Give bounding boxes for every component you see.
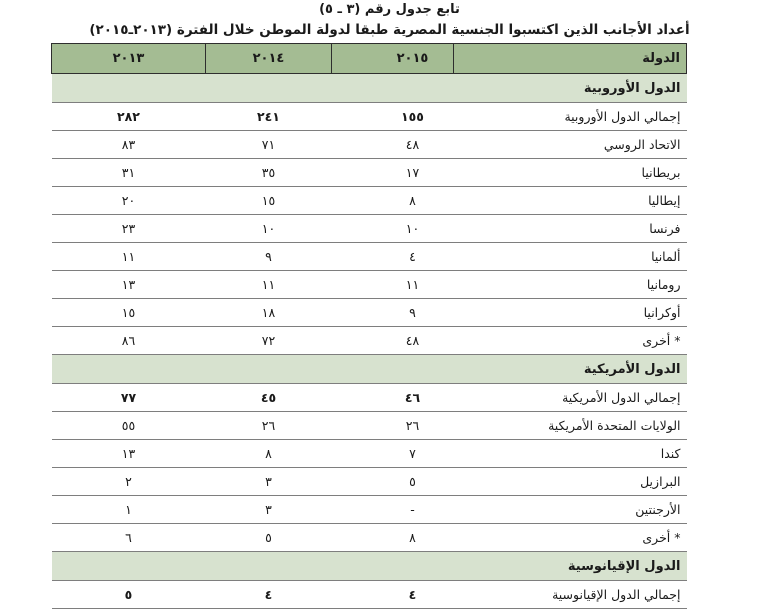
country-cell: إيطاليا xyxy=(454,187,687,215)
value-2015-cell: ٤٨ xyxy=(332,327,454,355)
country-cell: الاتحاد الروسي xyxy=(454,131,687,159)
column-header-2013: ٢٠١٣ xyxy=(52,44,206,74)
value-2013-cell: ٢٣ xyxy=(52,215,206,243)
table-continuation-label xyxy=(0,2,779,17)
section-header-row xyxy=(52,74,687,103)
value-2013-cell: ١١ xyxy=(52,243,206,271)
country-cell: ألمانيا xyxy=(454,243,687,271)
table-row xyxy=(52,187,687,215)
value-2015-cell: ١٥٥ xyxy=(332,103,454,131)
section-title: الدول الإقيانوسية xyxy=(52,552,687,581)
value-2015-cell: ١٠ xyxy=(332,215,454,243)
value-2015-cell: ١١ xyxy=(332,271,454,299)
table-row xyxy=(52,215,687,243)
value-2013-cell: ١٣ xyxy=(52,271,206,299)
total-row xyxy=(52,103,687,131)
value-2014-cell: ٣ xyxy=(206,496,332,524)
value-2013-cell: ٥٥ xyxy=(52,412,206,440)
value-2013-cell: ٣١ xyxy=(52,159,206,187)
country-cell: إجمالي الدول الإقيانوسية xyxy=(454,581,687,609)
value-2013-cell: ١ xyxy=(52,496,206,524)
value-2013-cell: ١٥ xyxy=(52,299,206,327)
table-row xyxy=(52,299,687,327)
value-2015-cell: ٧ xyxy=(332,440,454,468)
value-2014-cell: ٢٦ xyxy=(206,412,332,440)
value-2013-cell: ١٣ xyxy=(52,440,206,468)
value-2015-cell: ٤ xyxy=(332,581,454,609)
total-row xyxy=(52,384,687,412)
naturalization-table xyxy=(51,43,687,609)
table-header-row xyxy=(52,44,687,74)
value-2015-cell: ٩ xyxy=(332,299,454,327)
table-row xyxy=(52,327,687,355)
table-row xyxy=(52,440,687,468)
value-2013-cell: ٦ xyxy=(52,524,206,552)
value-2015-cell: ٤٨ xyxy=(332,131,454,159)
continuation-text: تابع جدول رقم (٣ ـ ٥) xyxy=(319,2,460,17)
country-cell: * أخرى xyxy=(454,524,687,552)
value-2014-cell: ١٥ xyxy=(206,187,332,215)
country-cell: الأرجنتين xyxy=(454,496,687,524)
value-2014-cell: ٨ xyxy=(206,440,332,468)
value-2014-cell: ١١ xyxy=(206,271,332,299)
value-2014-cell: ١٠ xyxy=(206,215,332,243)
value-2014-cell: ٤٥ xyxy=(206,384,332,412)
value-2014-cell: ٩ xyxy=(206,243,332,271)
value-2014-cell: ٧٢ xyxy=(206,327,332,355)
country-cell: بريطانيا xyxy=(454,159,687,187)
table-row xyxy=(52,271,687,299)
table-row xyxy=(52,496,687,524)
country-cell: أوكرانيا xyxy=(454,299,687,327)
table-row xyxy=(52,131,687,159)
value-2013-cell: ٨٣ xyxy=(52,131,206,159)
column-header-2015: ٢٠١٥ xyxy=(332,44,454,74)
country-cell: إجمالي الدول الأمريكية xyxy=(454,384,687,412)
table-row xyxy=(52,412,687,440)
value-2014-cell: ٥ xyxy=(206,524,332,552)
column-header-country: الدولة xyxy=(454,44,687,74)
value-2015-cell: ٨ xyxy=(332,187,454,215)
table-row xyxy=(52,524,687,552)
table-title xyxy=(0,22,779,38)
value-2014-cell: ٢٤١ xyxy=(206,103,332,131)
value-2013-cell: ٢٠ xyxy=(52,187,206,215)
value-2015-cell: ١٧ xyxy=(332,159,454,187)
total-row xyxy=(52,581,687,609)
section-header-row xyxy=(52,552,687,581)
table-row xyxy=(52,159,687,187)
country-cell: إجمالي الدول الأوروبية xyxy=(454,103,687,131)
value-2013-cell: ٢ xyxy=(52,468,206,496)
section-title: الدول الأوروبية xyxy=(52,74,687,103)
section-title: الدول الأمريكية xyxy=(52,355,687,384)
table-row xyxy=(52,243,687,271)
column-header-2014: ٢٠١٤ xyxy=(206,44,332,74)
value-2015-cell: ٢٦ xyxy=(332,412,454,440)
value-2014-cell: ٤ xyxy=(206,581,332,609)
value-2014-cell: ٧١ xyxy=(206,131,332,159)
value-2013-cell: ٢٨٢ xyxy=(52,103,206,131)
value-2015-cell: ٤٦ xyxy=(332,384,454,412)
country-cell: الولايات المتحدة الأمريكية xyxy=(454,412,687,440)
value-2013-cell: ٧٧ xyxy=(52,384,206,412)
value-2015-cell: ٥ xyxy=(332,468,454,496)
value-2014-cell: ١٨ xyxy=(206,299,332,327)
value-2013-cell: ٥ xyxy=(52,581,206,609)
title-text: أعداد الأجانب الذين اكتسبوا الجنسية المصرية طبقا لدولة الموطن خلال الفترة (٢٠١٣ـ٢٠١٥) xyxy=(89,22,690,38)
value-2015-cell: ٤ xyxy=(332,243,454,271)
country-cell: رومانيا xyxy=(454,271,687,299)
country-cell: البرازيل xyxy=(454,468,687,496)
country-cell: كندا xyxy=(454,440,687,468)
table-body xyxy=(52,74,687,609)
value-2014-cell: ٣٥ xyxy=(206,159,332,187)
section-header-row xyxy=(52,355,687,384)
value-2015-cell: ٨ xyxy=(332,524,454,552)
country-cell: فرنسا xyxy=(454,215,687,243)
value-2013-cell: ٨٦ xyxy=(52,327,206,355)
table-row xyxy=(52,468,687,496)
value-2015-cell: - xyxy=(332,496,454,524)
value-2014-cell: ٣ xyxy=(206,468,332,496)
country-cell: * أخرى xyxy=(454,327,687,355)
